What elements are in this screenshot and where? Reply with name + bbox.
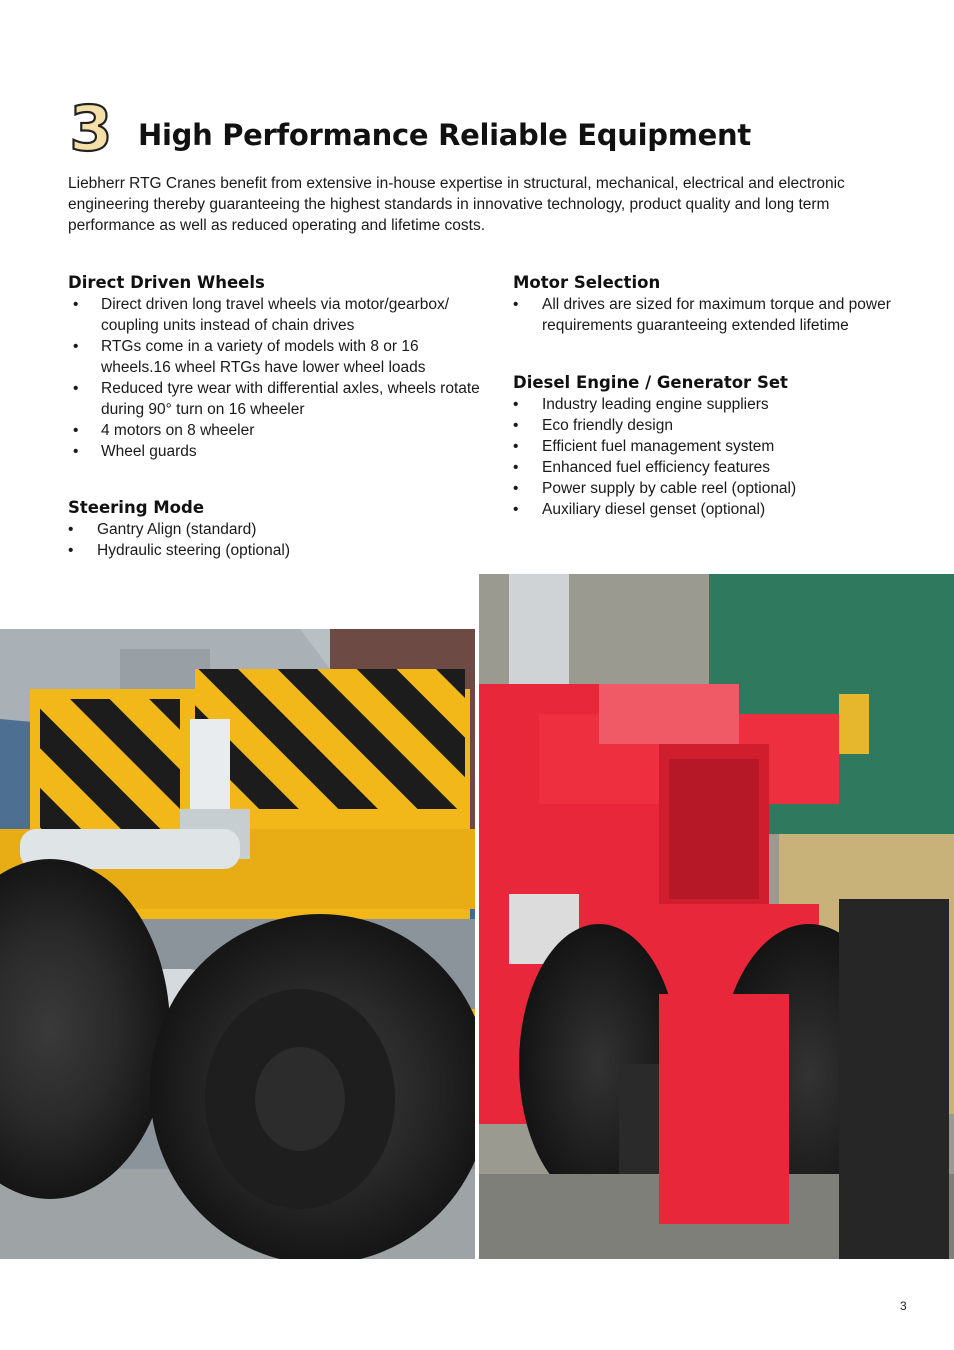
bullet-list bbox=[513, 394, 923, 520]
list-item: • All drives are sized for maximum torque and power requirements guaranteeing extended lifetime bbox=[513, 296, 891, 334]
page-number: 3 bbox=[900, 1299, 907, 1313]
bullet-icon: • bbox=[73, 296, 79, 313]
direct-driven-wheels-section bbox=[68, 272, 488, 462]
section-number-icon bbox=[66, 98, 116, 156]
section-heading: Steering Mode bbox=[68, 498, 205, 517]
bullet-list bbox=[68, 294, 488, 462]
steering-mode-section bbox=[68, 497, 468, 561]
bullet-icon: • bbox=[73, 422, 79, 439]
bullet-icon: • bbox=[68, 521, 74, 538]
bullet-icon: • bbox=[513, 501, 519, 518]
bullet-list bbox=[513, 294, 923, 336]
list-item: • RTGs come in a variety of models with 8 or 16 wheels.16 wheel RTGs have lower wheel loads bbox=[73, 338, 426, 376]
bullet-icon: • bbox=[73, 443, 79, 460]
section-heading: Diesel Engine / Generator Set bbox=[513, 373, 788, 392]
bullet-icon: • bbox=[513, 459, 519, 476]
list-item: • Gantry Align (standard) bbox=[68, 521, 257, 538]
red-crane-wheel-photo bbox=[479, 574, 954, 1259]
list-item: • 4 motors on 8 wheeler bbox=[73, 422, 255, 439]
list-item: • Eco friendly design bbox=[513, 417, 673, 434]
intro-paragraph: Liebherr RTG Cranes benefit from extensive in-house expertise in structural, mechanical, electrical and electronic engineering thereby guaranteeing the highest standards in innovative technology, product quality and long term performance as well as reduced operating and lifetime costs. bbox=[68, 175, 845, 234]
bullet-list bbox=[68, 519, 468, 561]
list-item: • Reduced tyre wear with differential axles, wheels rotate during 90° turn on 16 wheeler bbox=[73, 380, 480, 418]
section-heading: Direct Driven Wheels bbox=[68, 273, 265, 292]
bullet-icon: • bbox=[513, 438, 519, 455]
list-item: • Hydraulic steering (optional) bbox=[68, 542, 290, 559]
bullet-icon: • bbox=[73, 380, 79, 397]
bullet-icon: • bbox=[513, 396, 519, 413]
page-title: High Performance Reliable Equipment bbox=[138, 118, 751, 152]
bullet-icon: • bbox=[513, 480, 519, 497]
bullet-icon: • bbox=[73, 338, 79, 355]
section-heading: Motor Selection bbox=[513, 273, 661, 292]
motor-selection-section bbox=[513, 272, 923, 336]
list-item: • Enhanced fuel efficiency features bbox=[513, 459, 771, 476]
list-item: • Direct driven long travel wheels via motor/gearbox/ coupling units instead of chain drives bbox=[73, 296, 450, 334]
list-item: • Power supply by cable reel (optional) bbox=[513, 480, 797, 497]
diesel-engine-section bbox=[513, 372, 923, 520]
yellow-crane-wheel-photo bbox=[0, 629, 475, 1259]
list-item: • Wheel guards bbox=[73, 443, 197, 460]
list-item: • Auxiliary diesel genset (optional) bbox=[513, 501, 766, 518]
bullet-icon: • bbox=[68, 542, 74, 559]
bullet-icon: • bbox=[513, 417, 519, 434]
list-item: • Industry leading engine suppliers bbox=[513, 396, 769, 413]
list-item: • Efficient fuel management system bbox=[513, 438, 775, 455]
bullet-icon: • bbox=[513, 296, 519, 313]
svg-text:3: 3 bbox=[69, 98, 113, 156]
